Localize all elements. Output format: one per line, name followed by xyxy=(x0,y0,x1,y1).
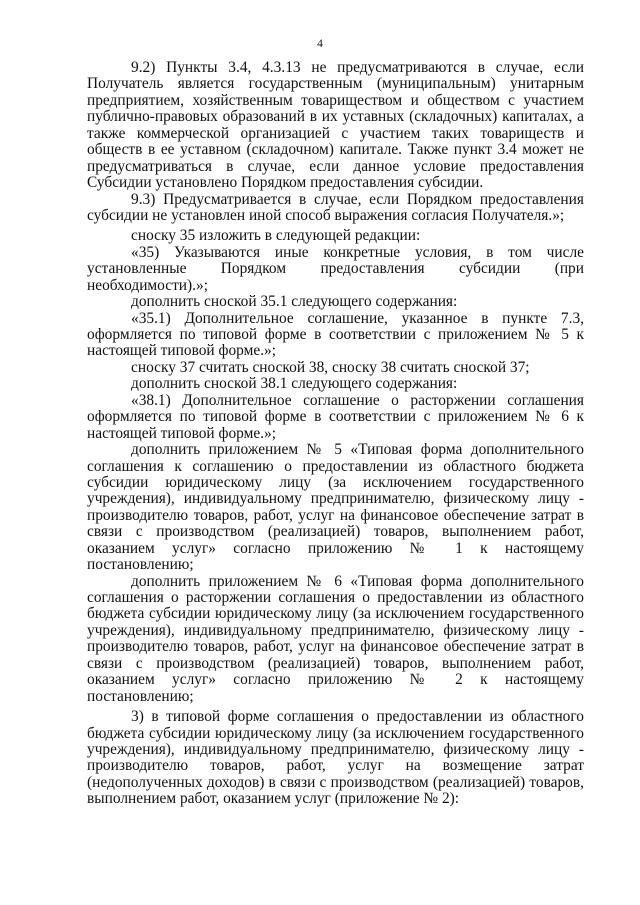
text-line: субсидии не установлен иной способ выражения согласия Получателя.»; xyxy=(87,207,565,224)
text-line: сноску 37 считать сноской 38, сноску 38 считать сноской 37; xyxy=(131,359,530,376)
text-line: субсидии юридическому лицу (за исключением государственного xyxy=(87,474,584,491)
text-line: дополнить приложением № 5 «Типовая форма дополнительного xyxy=(131,442,584,459)
text-line: «35) Указываются иные конкретные условия, в том числе xyxy=(131,244,584,261)
text-line: бюджета субсидии юридическому лицу (за исключением государственного xyxy=(87,606,584,623)
text-line: оформляется по типовой форме в соответствии с приложением № 6 к xyxy=(87,409,584,426)
text-line: предусматриваться в случае, если данное условие предоставления xyxy=(87,158,584,175)
text-line: оформляется по типовой форме в соответствии с приложением № 5 к xyxy=(87,327,584,343)
text-line: 3) в типовой форме соглашения о предоставлении из областного xyxy=(131,709,584,726)
text-line: учреждения), индивидуальному предпринимателю, физическому лицу - xyxy=(87,491,584,508)
paragraph xyxy=(87,311,584,360)
document-body xyxy=(87,60,584,808)
text-line: соглашения к соглашению о предоставлении из областного бюджета xyxy=(87,458,584,475)
paragraph xyxy=(87,709,584,808)
text-line: Получатель является государственным (муниципальным) унитарным xyxy=(87,76,584,93)
text-line: дополнить сноской 35.1 следующего содержания: xyxy=(131,294,458,311)
text-line: (недополученных доходов) в связи с производством (реализацией) товаров, xyxy=(87,774,584,791)
paragraph xyxy=(87,228,584,244)
text-line: 9.3) Предусматривается в случае, если Порядком предоставления xyxy=(131,191,584,208)
text-line: сноску 35 изложить в следующей редакции: xyxy=(131,228,421,245)
paragraph xyxy=(87,294,584,310)
text-line: 9.2) Пункты 3.4, 4.3.13 не предусматриваются в случае, если xyxy=(131,60,584,76)
text-line: публично-правовых образований в их уставных (складочных) капиталах, а xyxy=(87,109,584,126)
text-line: связи с производством (реализацией) товаров, выполнением работ, xyxy=(87,655,584,672)
paragraph xyxy=(87,192,584,225)
text-line: постановлению; xyxy=(87,557,194,574)
text-line: «38.1) Дополнительное соглашение о расторжении соглашения xyxy=(131,392,584,409)
text-line: настоящей типовой форме.»; xyxy=(87,343,277,360)
text-line: производителю товаров, работ, услуг на финансовое обеспечение затрат в xyxy=(87,507,584,524)
text-line: необходимости).»; xyxy=(87,277,208,294)
text-line: оказанием услуг» согласно приложению № 2 к настоящему xyxy=(87,672,584,689)
text-line: предприятием, хозяйственным товариществом и обществом с участием xyxy=(87,92,584,109)
page-number: 4 xyxy=(317,38,323,50)
text-line: оказанием услуг» согласно приложению № 1 к настоящему xyxy=(87,540,584,557)
paragraph xyxy=(87,442,584,574)
paragraph xyxy=(87,574,584,706)
text-line: дополнить приложением № 6 «Типовая форма дополнительного xyxy=(131,573,584,590)
text-line: настоящей типовой форме.»; xyxy=(87,425,277,442)
text-line: бюджета субсидии юридическому лицу (за исключением государственного xyxy=(87,725,584,742)
text-line: «35.1) Дополнительное соглашение, указанное в пункте 7.3, xyxy=(131,310,584,327)
text-line: дополнить сноской 38.1 следующего содержания: xyxy=(131,376,458,393)
text-line: Субсидии установлено Порядком предоставления субсидии. xyxy=(87,175,484,192)
paragraph xyxy=(87,60,584,192)
paragraph xyxy=(87,245,584,294)
paragraph xyxy=(87,393,584,442)
text-line: выполнением работ, оказанием услуг (приложение № 2): xyxy=(87,791,460,808)
text-line: производителю товаров, работ, услуг на финансовое обеспечение затрат в xyxy=(87,639,584,656)
text-line: производителю товаров, работ, услуг на возмещение затрат xyxy=(87,758,584,775)
paragraph xyxy=(87,360,584,376)
text-line: установленные Порядком предоставления субсидии (при xyxy=(87,261,584,278)
text-line: учреждения), индивидуальному предпринимателю, физическому лицу - xyxy=(87,622,584,639)
text-line: постановлению; xyxy=(87,688,194,705)
text-line: соглашения о расторжении соглашения о предоставлении из областного xyxy=(87,590,584,606)
paragraph xyxy=(87,376,584,392)
text-line: связи с производством (реализацией) товаров, выполнением работ, xyxy=(87,524,584,541)
text-line: также коммерческой организацией с участием таких товариществ и xyxy=(87,125,584,142)
text-line: учреждения), индивидуальному предпринимателю, физическому лицу - xyxy=(87,741,584,758)
text-line: обществ в ее уставном (складочном) капитале. Также пункт 3.4 может не xyxy=(87,142,584,159)
